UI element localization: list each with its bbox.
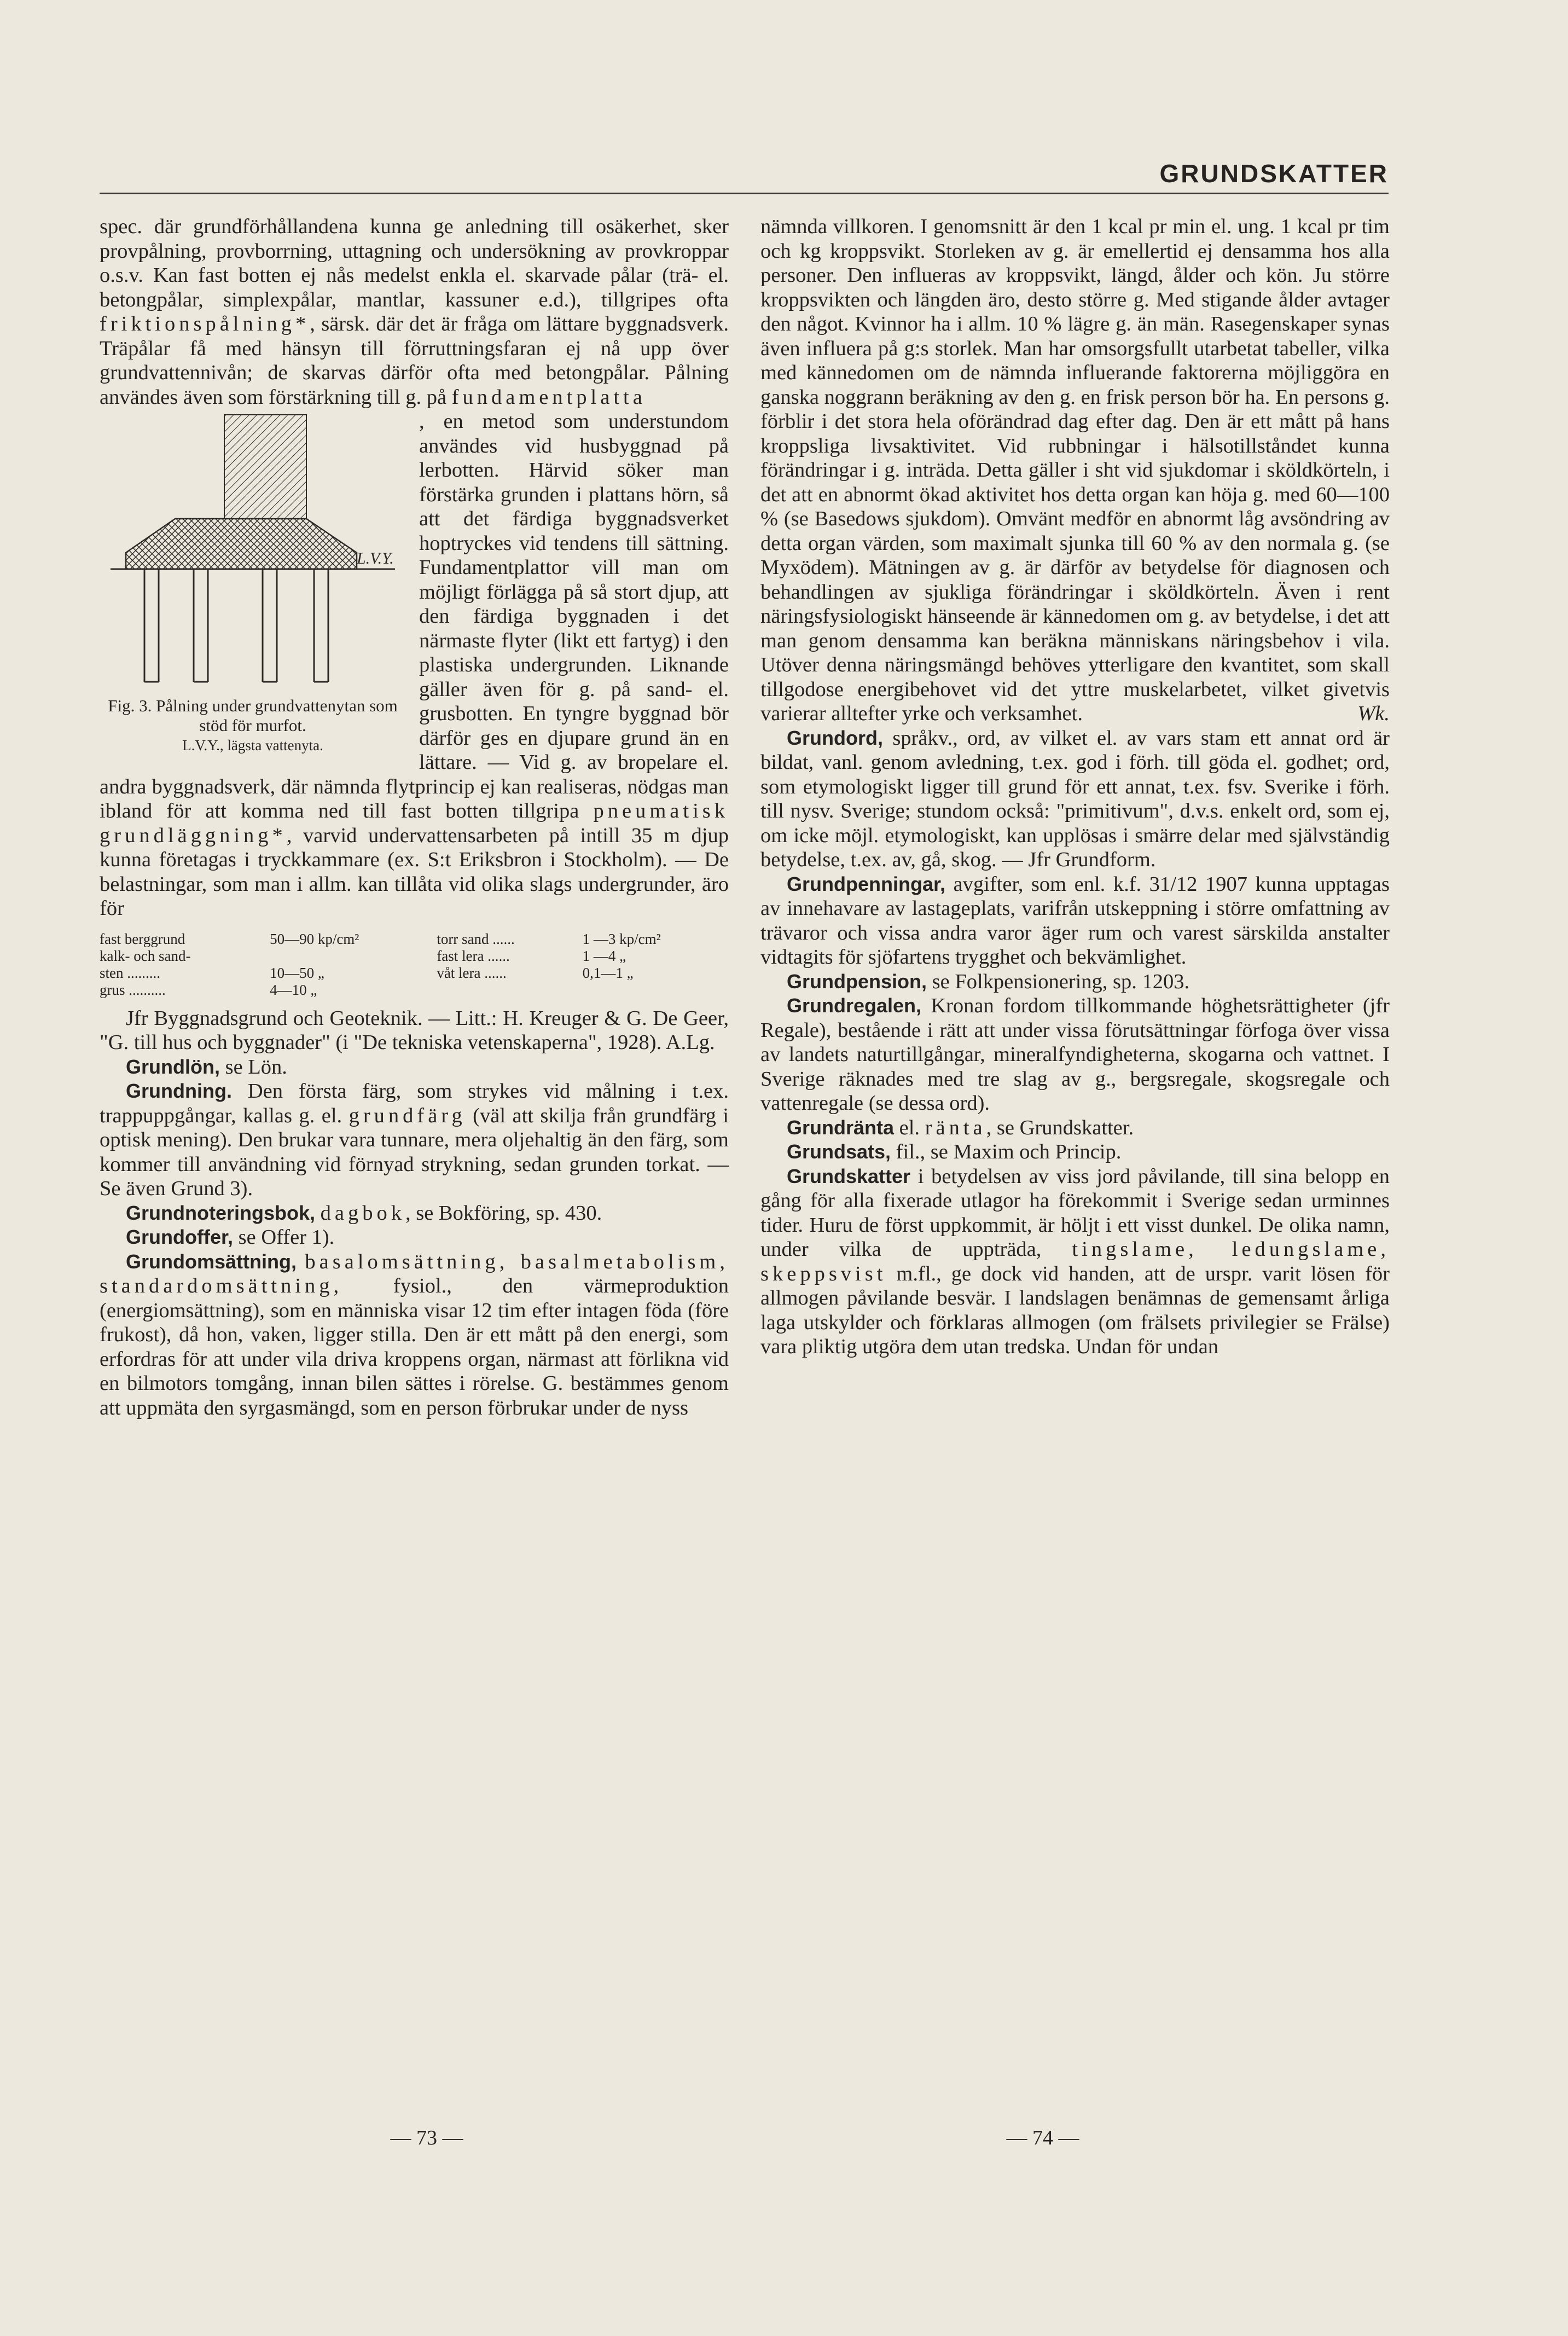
wall-shape (224, 415, 306, 519)
paragraph-litt: Jfr Byggnadsgrund och Geoteknik. — Litt.: H. Kreuger & G. De Geer, "G. till hus och byggnader" (i "De tekniska vetenskaperna", 1928). A.Lg. (100, 1006, 729, 1054)
soil-table-cell: fast lera ...... (437, 947, 510, 964)
entry-grundsats: Grundsats, fil., se Maxim och Princip. (787, 1140, 1122, 1163)
soil-table-cell: torr sand ...... (437, 930, 515, 947)
soil-table-cell: 4—10 „ (270, 981, 317, 998)
soil-table-cell: våt lera ...... (437, 964, 507, 981)
soil-table-cell: sten ......... (100, 964, 160, 981)
page-number-left: — 73 — (390, 2126, 463, 2149)
entry-grundpension: Grundpension, se Folkpensionering, sp. 1203. (787, 970, 1190, 993)
soil-table-row (100, 965, 729, 982)
soil-table-cell: 1 —3 kp/cm² (582, 930, 661, 947)
soil-load-table (100, 931, 729, 999)
pile-foundation-diagram (100, 409, 406, 694)
entry-grundoffer: Grundoffer, se Offer 1). (126, 1226, 335, 1249)
soil-table-cell: 0,1—1 „ (582, 964, 634, 981)
entry-grundregalen: Grundregalen, Kronan fordom tillkommande höghetsrättigheter (jfr Regale), bestående i rätt att under vissa förutsättningar förfoga över vissa av landets naturtillgångar, mineralfyndigheterna, skogarna och vattnet. I Sverige räknades med tre slag av g., bergsregale, skogsregale och vattenregale (se dessa ord). (760, 994, 1390, 1115)
running-header: GRUNDSKATTER (1159, 159, 1389, 188)
soil-table-cell (270, 948, 437, 965)
figure-pile-foundation (100, 409, 406, 755)
piles (144, 569, 328, 682)
lvy-label: L.V.Y. (357, 549, 394, 567)
entry-grundpenningar: Grundpenningar, avgifter, som enl. k.f. 31/12 1907 kunna upptagas av innehavare av lastageplats, varifrån utskeppning i större omfattning av trävaror och vissa andra varor äger rum och varest särskilda anstalter vidtagits för sjöfartens trygghet och bekvämlighet. (760, 872, 1390, 969)
entry-grundlon: Grundlön, se Lön. (126, 1055, 287, 1079)
soil-table-row (100, 948, 729, 965)
entry-grundomsattning: Grundomsättning, basalomsättning, basalmetabolism, standardomsättning, fysiol., den värmeproduktion (energiomsättning), som en människa visar 12 tim efter intagen föda (före frukost), då hon, vaken, ligger stilla. Den är ett mått på den energi, som erfordras för att under vila driva kroppens organ, närmast att förlikna vid en bilmotors tomgång, innan bilen sättes i rörelse. G. bestämmes genom att uppmäta den syrgasmängd, som en person förbrukar under de nyss (100, 1250, 729, 1419)
figure-caption: Fig. 3. Pålning under grundvattenytan som stöd för murfot. L.V.Y., lägsta vattenyta. (108, 696, 398, 753)
right-column (760, 215, 1390, 1359)
soil-table-cell: fast berggrund (100, 930, 185, 947)
header-rule (100, 193, 1389, 194)
soil-table-cell: grus .......... (100, 981, 166, 998)
soil-table-row (100, 931, 729, 948)
paragraph-grundomsattning-cont: nämnda villkoren. I genomsnitt är den 1 kcal pr min el. ung. 1 kcal pr tim och kg kroppsvikt. Storleken av g. är emellertid ej densamma hos alla personer. Den influeras av kroppsvikt, längd, ålder och kön. Ju större kroppsvikten och längden äro, desto större g. Med stigande ålder avtager den något. Kvinnor ha i allm. 10 % lägre g. än män. Rasegenskaper synas även influera på g:s storlek. Man har omsorgsfullt utarbetat tabeller, vilka med kännedomen om de nämnda influerande faktorerna möjliggöra en ganska noggrann beräkning av den g. en frisk person bör ha. En persons g. förblir i det stora hela oförändrad dag efter dag. Den är ett mått på hans kroppsliga livsaktivitet. Vid rubbningar i hälsotillståndet kunna förändringar i g. inträda. Detta gäller i sht vid sjukdomar i sköldkörteln, i det att en abnormt ökad aktivitet hos detta organ kan höja g. med 60—100 % (se Basedows sjukdom). Omvänt medför en abnormt låg avsöndring av detta organ värden, som maximalt sjunka till 60 % av den normala g. (se Myxödem). Mätningen av g. är därför av betydelse för diagnosen och behandlingen av sjukliga förändringar i sköldkörteln. Även i rent näringsfysiologiskt hänseende är kännedomen om g. av betydelse, i det att man genom densamma kan beräkna människans näringsbehov i vila. Utöver denna näringsmängd behöves ytterligare den kvantitet, som skall tillgodose energibehovet vid det yttre muskelarbetet, vilket givetvis varierar alltefter yrke och verksamhet. Wk. (760, 215, 1390, 725)
soil-table-cell: 50—90 kp/cm² (270, 930, 359, 947)
entry-grundranta: Grundränta el. ränta, se Grundskatter. (787, 1116, 1134, 1139)
soil-table-cell (583, 982, 729, 999)
left-column (100, 215, 729, 1420)
entry-grundskatter: Grundskatter i betydelsen av viss jord påvilande, till sina belopp en gång för alla fixerade utlagor ha förekommit i Sverige sedan urminnes tider. Huru de först uppkommit, är höljt i ett visst dunkel. De olika namn, under vilka de uppträda, tingslame, ledungslame, skeppsvist m.fl., ge dock vid handen, att de urspr. varit lösen för allmogen påvilande besvär. I landslagen benämnas de gemensamt årliga laga utskylder och förklaras allmogen (om frälsets privilegier se Frälse) vara pliktig utgöra dem utan tredska. Undan för undan (760, 1164, 1390, 1358)
entry-grundnoteringsbok: Grundnoteringsbok, dagbok, se Bokföring, sp. 430. (126, 1201, 602, 1225)
soil-table-cell (437, 982, 582, 999)
page-number-right: — 74 — (1006, 2126, 1079, 2149)
paragraph-grundlaggning-cont: , en metod som understundom användes vid husbyggnad på lerbotten. Härvid söker man förstärka grunden i plattans hörn, så att det färdiga byggnadsverket hoptryckes vid tendens till sättning. Fundamentplattor vill man om möjligt förlägga på så stort djup, att den färdiga byggnaden i det närmaste flyter (likt ett fartyg) i den plastiska undergrunden. Liknande gäller även för g. på sand- el. grusbotten. En tyngre byggnad bör därför ges en djupare grund än en lättare. — Vid g. av bropelare el. andra byggnadsverk, där nämnda flytprincip ej kan realiseras, nödgas man ibland för att komma ned till fast botten tillgripa pneumatisk grundläggning*, varvid undervattensarbeten på intill 35 m djup kunna företagas i tryckkammare (ex. S:t Eriksbron i Stockholm). — De belastningar, som man i allm. kan tillåta vid olika slags undergrunder, äro för (100, 410, 729, 920)
soil-table-cell: 1 —4 „ (582, 947, 626, 964)
entry-grundord: Grundord, språkv., ord, av vilket el. av vars stam ett annat ord är bildat, vanl. genom avledning, t.ex. god i förh. till göda el. godhet; ord, som etymologiskt ligger till grund för ett annat, t.ex. fsv. Sverike i förh. till nysv. Sverige; stundom också: "primitivum", d.v.s. enkelt ord, som ej, om icke möjl. etymologiskt, kan upplösas i smärre delar med självständig betydelse, t.ex. av, gå, skog. — Jfr Grundform. (760, 726, 1390, 871)
author-signature: Wk. (1357, 702, 1390, 725)
soil-table-cell: kalk- och sand- (100, 947, 191, 964)
paragraph-grundlaggning: spec. där grundförhållandena kunna ge anledning till osäkerhet, sker provpålning, provborrning, uttagning och undersökning av provkroppar o.s.v. Kan fast botten ej nås medelst enkla el. skarvade pålar (trä- el. betongpålar, simplexpålar, mantlar, kassuner e.d.), tillgripes ofta friktionspålning*, särsk. där det är fråga om lättare byggnadsverk. Träpålar få med hänsyn till förruttningsfaran ej nå upp över grundvattennivån; de skarvas därför ofta med betongpålar. Pålning användes även som förstärkning till g. på fundamentplatta (100, 215, 729, 409)
footing-shape (126, 519, 357, 569)
entry-grundning: Grundning. Den första färg, som strykes vid målning i t.ex. trappuppgångar, kallas g. el. grundfärg (väl att skilja från grundfärg i optisk mening). Den brukar vara tunnare, mera oljehaltig än den färg, som kommer till användning vid förnyad strykning, sedan grunden torkat. — Se även Grund 3). (100, 1080, 729, 1200)
soil-table-row (100, 982, 729, 999)
soil-table-cell: 10—50 „ (270, 964, 324, 981)
text-around-figure: , en metod som understundom användes vid husbyggnad på lerbotten. Härvid söker man förstärka grunden i plattans hörn, så att det färdiga byggnadsverket hoptryckes vid tendens till sättning. Fundamentplattor vill man om möjligt förlägga på så stort djup, att den färdiga byggnaden i det närmaste flyter (likt ett fartyg) i den plastiska undergrunden. Liknande gäller även för g. på sand- el. grusbotten. En tyngre byggnad bör därför ges en djupare grund än en lättare. — Vid g. av bropelare el. andra byggnadsverk, där nämnda flytprincip ej kan realiseras, nödgas man ibland för att komma ned till fast botten tillgripa (100, 410, 729, 822)
